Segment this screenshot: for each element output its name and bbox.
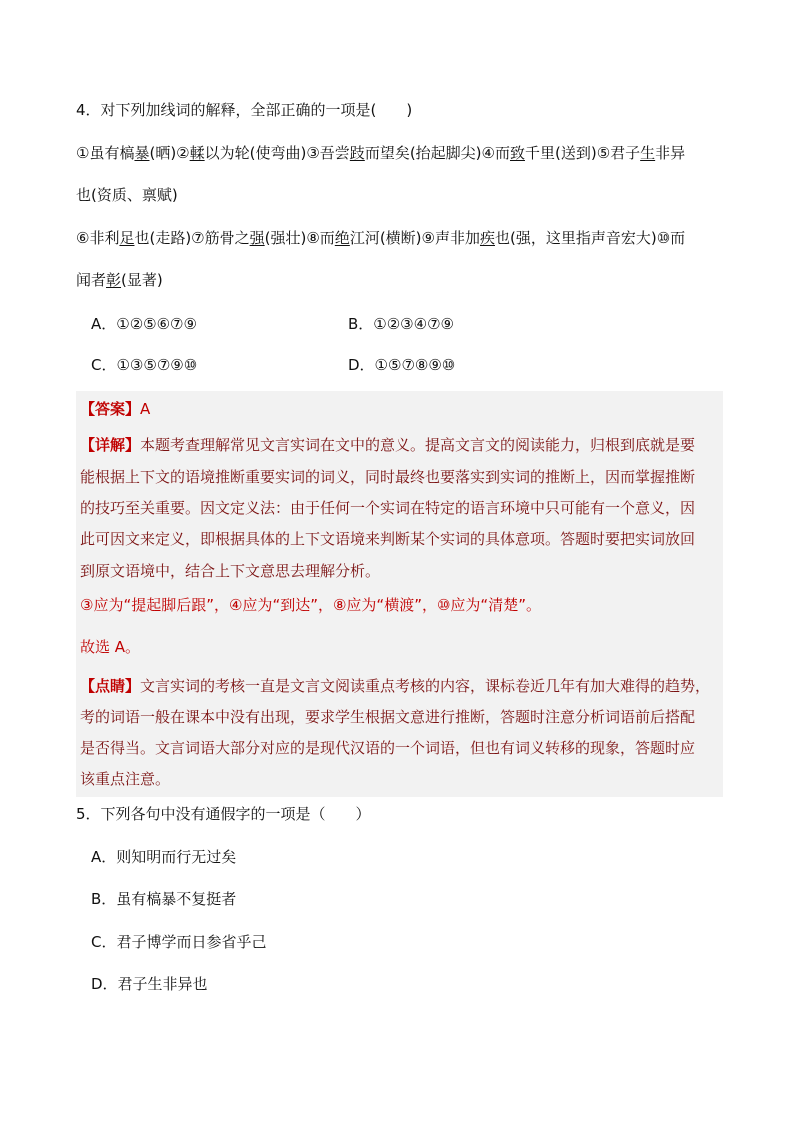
q5-stem: 5．下列各句中没有通假字的一项是（ ）: [76, 805, 371, 823]
tip-line-4: 该重点注意。: [80, 770, 171, 788]
q4-option-b: B．①②③④⑦⑨: [348, 315, 454, 333]
q4-line-4: 闻者彰(显著): [76, 271, 163, 289]
q4-option-a: A．①②⑤⑥⑦⑨: [91, 315, 197, 333]
detail-line-5: 到原文语境中，结合上下文意思去理解分析。: [80, 562, 381, 580]
detail-line-2: 能根据上下文的语境推断重要实词的词义，同时最终也要落实到实词的推断上，因而掌握推断: [80, 468, 696, 486]
answer-line: 【答案】A: [80, 400, 151, 418]
tip-line-3: 是否得当。文言词语大部分对应的是现代汉语的一个词语，但也有词义转移的现象，答题时应: [80, 739, 696, 757]
q4-line-2: 也(资质、禀赋): [76, 186, 178, 204]
q5-option-c: C．君子博学而日参省乎己: [91, 933, 267, 951]
tip-line-2: 考的词语一般在课本中没有出现，要求学生根据文意进行推断，答题时注意分析词语前后搭配: [80, 708, 696, 726]
q5-option-b: B．虽有槁暴不复挺者: [91, 890, 237, 908]
q4-stem: 4．对下列加线词的解释，全部正确的一项是( ): [76, 101, 413, 119]
q4-option-d: D．①⑤⑦⑧⑨⑩: [348, 356, 456, 374]
q4-option-c: C．①③⑤⑦⑨⑩: [91, 356, 198, 374]
q4-line-3: ⑥非利足也(走路)⑦筋骨之强(强壮)⑧而绝江河(横断)⑨声非加疾也(强，这里指声音宏大)⑩而: [76, 229, 686, 247]
q5-option-a: A．则知明而行无过矣: [91, 848, 237, 866]
tip-line-1: 【点睛】文言实词的考核一直是文言文阅读重点考核的内容，课标卷近几年有加大难得的趋势，: [80, 677, 711, 695]
correction-line: ③应为“提起脚后跟”，④应为“到达”，⑧应为“横渡”，⑩应为“清楚”。: [80, 596, 541, 614]
detail-line-1: 【详解】本题考查理解常见文言实词在文中的意义。提高文言文的阅读能力，归根到底就是要: [80, 436, 696, 454]
q4-line-1: ①虽有槁暴(晒)②輮以为轮(使弯曲)③吾尝跂而望矣(抬起脚尖)④而致千里(送到)⑤君子生非异: [76, 144, 686, 162]
q5-option-d: D．君子生非异也: [91, 975, 208, 993]
detail-line-3: 的技巧至关重要。因文定义法：由于任何一个实词在特定的语言环境中只可能有一个意义，因: [80, 499, 696, 517]
conclusion-line: 故选 A。: [80, 638, 141, 656]
detail-line-4: 此可因文来定义，即根据具体的上下文语境来判断某个实词的具体意项。答题时要把实词放回: [80, 530, 696, 548]
